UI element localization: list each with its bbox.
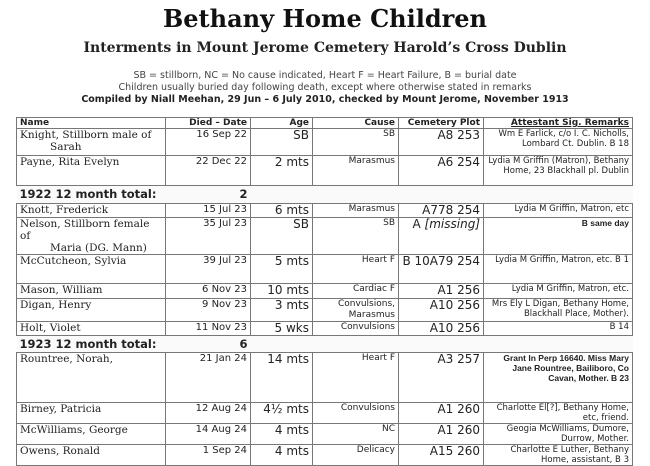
died-date-cell: 35 Jul 23 bbox=[166, 218, 251, 255]
cemetery-plot-cell: A15 260 bbox=[399, 445, 484, 466]
cause-cell: SB bbox=[313, 129, 399, 156]
name-cell bbox=[17, 299, 166, 322]
table-row bbox=[17, 129, 633, 156]
table-row bbox=[17, 424, 633, 445]
age-cell: 2 mts bbox=[251, 156, 313, 186]
cemetery-plot-cell: A3 257 bbox=[399, 353, 484, 403]
name-text: Rountree, Norah, bbox=[20, 353, 113, 365]
age-cell: 14 mts bbox=[251, 353, 313, 403]
died-date-cell: 11 Nov 23 bbox=[166, 322, 251, 336]
cemetery-plot-cell: B 10A79 254 bbox=[399, 255, 484, 284]
cause-cell: Convulsions bbox=[313, 403, 399, 424]
age-cell: 5 mts bbox=[251, 255, 313, 284]
cemetery-plot-cell: A1 256 bbox=[399, 284, 484, 299]
name-cell bbox=[17, 156, 166, 186]
died-date-cell: 9 Nov 23 bbox=[166, 299, 251, 322]
remarks-cell: Charlotte E Luther, Bethany Home, assistant, B 3 bbox=[484, 445, 633, 466]
table-row bbox=[17, 218, 633, 255]
name-text: Holt, Violet bbox=[20, 322, 81, 334]
cause-cell: Heart F bbox=[313, 255, 399, 284]
table-row bbox=[17, 284, 633, 299]
interments-table bbox=[16, 117, 633, 466]
cause-cell: Cardiac F bbox=[313, 284, 399, 299]
year-total-row bbox=[17, 186, 633, 204]
cemetery-plot-cell: A1 260 bbox=[399, 403, 484, 424]
cemetery-plot-cell: A778 254 bbox=[399, 204, 484, 218]
age-cell: 4 mts bbox=[251, 424, 313, 445]
remarks-cell: Mrs Ely L Digan, Bethany Home, Blackhall Place, Mother). bbox=[484, 299, 633, 322]
table-row bbox=[17, 445, 633, 466]
cause-cell: Delicacy bbox=[313, 445, 399, 466]
remarks-cell: B 14 bbox=[484, 322, 633, 336]
age-cell: 4 mts bbox=[251, 445, 313, 466]
name-text: McWilliams, George bbox=[20, 424, 128, 436]
died-date-cell: 12 Aug 24 bbox=[166, 403, 251, 424]
age-cell: 4½ mts bbox=[251, 403, 313, 424]
name-text: Knight, Stillborn male of bbox=[20, 129, 152, 141]
cemetery-plot-cell: A6 254 bbox=[399, 156, 484, 186]
age-cell: 5 wks bbox=[251, 322, 313, 336]
age-cell: SB bbox=[251, 218, 313, 255]
cause-cell: Heart F bbox=[313, 353, 399, 403]
cause-cell: Convulsions bbox=[313, 322, 399, 336]
abbreviation-legend: SB = stillborn, NC = No cause indicated, Heart F = Heart Failure, B = burial date bbox=[133, 70, 517, 81]
name-text: Payne, Rita Evelyn bbox=[20, 156, 120, 168]
cause-cell: NC bbox=[313, 424, 399, 445]
table-row bbox=[17, 322, 633, 336]
year-total-row bbox=[17, 336, 633, 353]
cemetery-plot-cell: A1 260 bbox=[399, 424, 484, 445]
burial-note: Children usually buried day following death, except where otherwise stated in remarks bbox=[118, 82, 532, 93]
column-header: Died – Date bbox=[166, 118, 251, 129]
name-cell bbox=[17, 353, 166, 403]
remarks-cell: Geogia McWilliams, Dumore, Durrow, Mother. bbox=[484, 424, 633, 445]
document-subtitle: Interments in Mount Jerome Cemetery Harold’s Cross Dublin bbox=[83, 40, 567, 56]
remarks-cell: Lydia M Griffin, Matron, etc. bbox=[484, 284, 633, 299]
cemetery-plot-cell: A10 256 bbox=[399, 322, 484, 336]
table-header-row bbox=[17, 118, 633, 129]
table-row bbox=[17, 204, 633, 218]
name-continued: Maria (DG. Mann) bbox=[50, 242, 147, 254]
died-date-cell: 16 Sep 22 bbox=[166, 129, 251, 156]
name-cell bbox=[17, 218, 166, 255]
total-label: 1923 12 month total: bbox=[17, 336, 166, 353]
cemetery-plot-cell: A8 253 bbox=[399, 129, 484, 156]
age-cell: 3 mts bbox=[251, 299, 313, 322]
total-label: 1922 12 month total: bbox=[17, 186, 166, 204]
age-cell: SB bbox=[251, 129, 313, 156]
table-row bbox=[17, 353, 633, 403]
name-text: Nelson, Stillborn female of bbox=[20, 218, 150, 242]
name-cell bbox=[17, 129, 166, 156]
cause-cell: Marasmus bbox=[313, 204, 399, 218]
cause-cell: SB bbox=[313, 218, 399, 255]
age-cell: 6 mts bbox=[251, 204, 313, 218]
died-date-cell: 21 Jan 24 bbox=[166, 353, 251, 403]
total-count: 2 bbox=[166, 186, 251, 204]
column-header: Cemetery Plot bbox=[399, 118, 484, 129]
name-text: McCutcheon, Sylvia bbox=[20, 255, 127, 267]
name-text: Owens, Ronald bbox=[20, 445, 100, 457]
column-header: Age bbox=[251, 118, 313, 129]
name-text: Birney, Patricia bbox=[20, 403, 102, 415]
name-text: Knott, Frederick bbox=[20, 204, 109, 216]
cause-cell: Convulsions, Marasmus bbox=[313, 299, 399, 322]
table-row bbox=[17, 299, 633, 322]
name-cell bbox=[17, 445, 166, 466]
column-header: Cause bbox=[313, 118, 399, 129]
name-cell bbox=[17, 255, 166, 284]
remarks-cell: Lydia M Griffin (Matron), Bethany Home, 23 Blackhall pl. Dublin bbox=[484, 156, 633, 186]
column-header: Attestant Sig. Remarks bbox=[484, 118, 633, 129]
cemetery-plot-cell: A [missing] bbox=[399, 218, 484, 255]
died-date-cell: 1 Sep 24 bbox=[166, 445, 251, 466]
remarks-cell: Grant In Perp 16640. Miss Mary Jane Rountree, Bailiboro, Co Cavan, Mother. B 23 bbox=[484, 353, 633, 403]
died-date-cell: 6 Nov 23 bbox=[166, 284, 251, 299]
table-row bbox=[17, 255, 633, 284]
died-date-cell: 14 Aug 24 bbox=[166, 424, 251, 445]
cemetery-plot-cell: A10 256 bbox=[399, 299, 484, 322]
cause-cell: Marasmus bbox=[313, 156, 399, 186]
remarks-cell: Lydia M Griffin, Matron, etc bbox=[484, 204, 633, 218]
name-cell bbox=[17, 403, 166, 424]
table-row bbox=[17, 403, 633, 424]
age-cell: 10 mts bbox=[251, 284, 313, 299]
died-date-cell: 39 Jul 23 bbox=[166, 255, 251, 284]
name-cell bbox=[17, 204, 166, 218]
compiled-by: Compiled by Niall Meehan, 29 Jun – 6 July 2010, checked by Mount Jerome, November 1913 bbox=[81, 94, 569, 105]
name-continued: Sarah bbox=[50, 141, 82, 153]
document-title: Bethany Home Children bbox=[162, 4, 488, 33]
remarks-cell: B same day bbox=[484, 218, 633, 255]
remarks-cell: Charlotte El[?], Bethany Home, etc, friend. bbox=[484, 403, 633, 424]
column-header: Name bbox=[17, 118, 166, 129]
table-row bbox=[17, 156, 633, 186]
name-cell bbox=[17, 322, 166, 336]
remarks-cell: Lydia M Griffin, Matron, etc. B 1 bbox=[484, 255, 633, 284]
name-cell bbox=[17, 424, 166, 445]
remarks-cell: Wm E Farlick, c/o I. C. Nicholls, Lombard Ct. Dublin. B 18 bbox=[484, 129, 633, 156]
total-count: 6 bbox=[166, 336, 251, 353]
name-text: Digan, Henry bbox=[20, 299, 92, 311]
died-date-cell: 15 Jul 23 bbox=[166, 204, 251, 218]
name-cell bbox=[17, 284, 166, 299]
died-date-cell: 22 Dec 22 bbox=[166, 156, 251, 186]
name-text: Mason, William bbox=[20, 284, 103, 296]
